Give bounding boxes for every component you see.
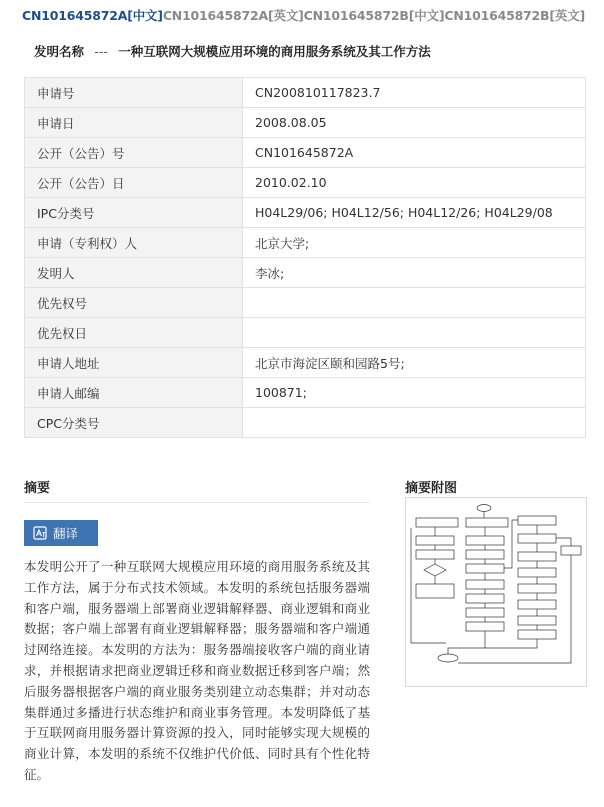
row-label: 申请人邮编 <box>25 378 243 408</box>
row-value: H04L29/06; H04L12/56; H04L12/26; H04L29/08 <box>243 198 586 228</box>
table-row <box>25 258 586 288</box>
row-label: 优先权号 <box>25 288 243 318</box>
row-value: CN101645872A <box>243 138 586 168</box>
document-tabs <box>22 6 585 24</box>
flowchart-drawing <box>406 498 586 686</box>
abstract-figure-heading: 摘要附图 <box>405 481 458 496</box>
tab-cn101645872b-zh[interactable] <box>304 8 445 23</box>
table-row <box>25 228 586 258</box>
abstract-text: 本发明公开了一种互联网大规模应用环境的商用服务系统及其工作方法，属于分布式技术领域。本发明的系统包括服务器端和客户端，服务器端上部署商业逻辑解释器、商业逻辑和商业数据；客户端上部署有商业逻辑解释器；服务器端和客户端通过网络连接。本发明的方法为：服务器端接收客户端的商业请求，并根据请求把商业逻辑迁移和商业数据迁移到客户端；然后服务器根据客户端的商业服务类别建立动态集群；并对动态集群通过多播进行状态维护和商业事务管理。本发明降低了基于互联网商用服务器计算资源的投入，同时能够实现大规模的商业计算，本发明的系统不仅维护代价低、同时具有个性化特征。 <box>24 559 370 782</box>
tab-lang: [中文] <box>127 8 163 23</box>
tab-cn101645872a-en[interactable] <box>163 8 304 23</box>
row-value: 北京大学; <box>243 228 586 258</box>
tab-lang: [中文] <box>408 8 445 23</box>
table-row <box>25 198 586 228</box>
table-row <box>25 168 586 198</box>
row-value: 李冰; <box>243 258 586 288</box>
invention-title: 一种互联网大规模应用环境的商用服务系统及其工作方法 <box>118 44 431 59</box>
tab-code: CN101645872B <box>303 8 409 23</box>
table-row <box>25 378 586 408</box>
row-label: 公开（公告）日 <box>25 168 243 198</box>
table-row <box>25 318 586 348</box>
tab-cn101645872a-zh[interactable] <box>22 8 163 23</box>
row-value: 北京市海淀区颐和园路5号; <box>243 348 586 378</box>
row-label: 发明人 <box>25 258 243 288</box>
tab-cn101645872b-en[interactable] <box>444 8 585 23</box>
invention-title-separator: --- <box>94 44 108 59</box>
table-row <box>25 138 586 168</box>
abstract-figure[interactable] <box>405 497 587 687</box>
row-value: CN200810117823.7 <box>243 78 586 108</box>
abstract-divider <box>24 502 370 503</box>
table-row <box>25 348 586 378</box>
row-value <box>243 408 586 438</box>
row-label: CPC分类号 <box>25 408 243 438</box>
tab-lang: [英文] <box>549 8 586 23</box>
row-label: 申请号 <box>25 78 243 108</box>
row-value: 100871; <box>243 378 586 408</box>
row-label: 申请（专利权）人 <box>25 228 243 258</box>
row-label: 公开（公告）号 <box>25 138 243 168</box>
invention-title-label: 发明名称 <box>34 44 85 59</box>
row-value <box>243 318 586 348</box>
translate-icon <box>33 526 47 540</box>
row-value: 2008.08.05 <box>243 108 586 138</box>
table-row <box>25 408 586 438</box>
abstract-heading: 摘要 <box>24 481 51 496</box>
row-value: 2010.02.10 <box>243 168 586 198</box>
patent-info-table <box>24 77 586 438</box>
row-label: 申请日 <box>25 108 243 138</box>
translate-label: 翻译 <box>53 526 79 541</box>
tab-code: CN101645872A <box>162 8 269 23</box>
row-value <box>243 288 586 318</box>
row-label: 申请人地址 <box>25 348 243 378</box>
tab-code: CN101645872B <box>444 8 550 23</box>
row-label: 优先权日 <box>25 318 243 348</box>
table-row <box>25 78 586 108</box>
translate-button[interactable] <box>24 520 98 546</box>
tab-code: CN101645872A <box>22 8 128 23</box>
invention-title-row <box>34 42 431 60</box>
table-row <box>25 108 586 138</box>
table-row <box>25 288 586 318</box>
tab-lang: [英文] <box>268 8 304 23</box>
row-label: IPC分类号 <box>25 198 243 228</box>
